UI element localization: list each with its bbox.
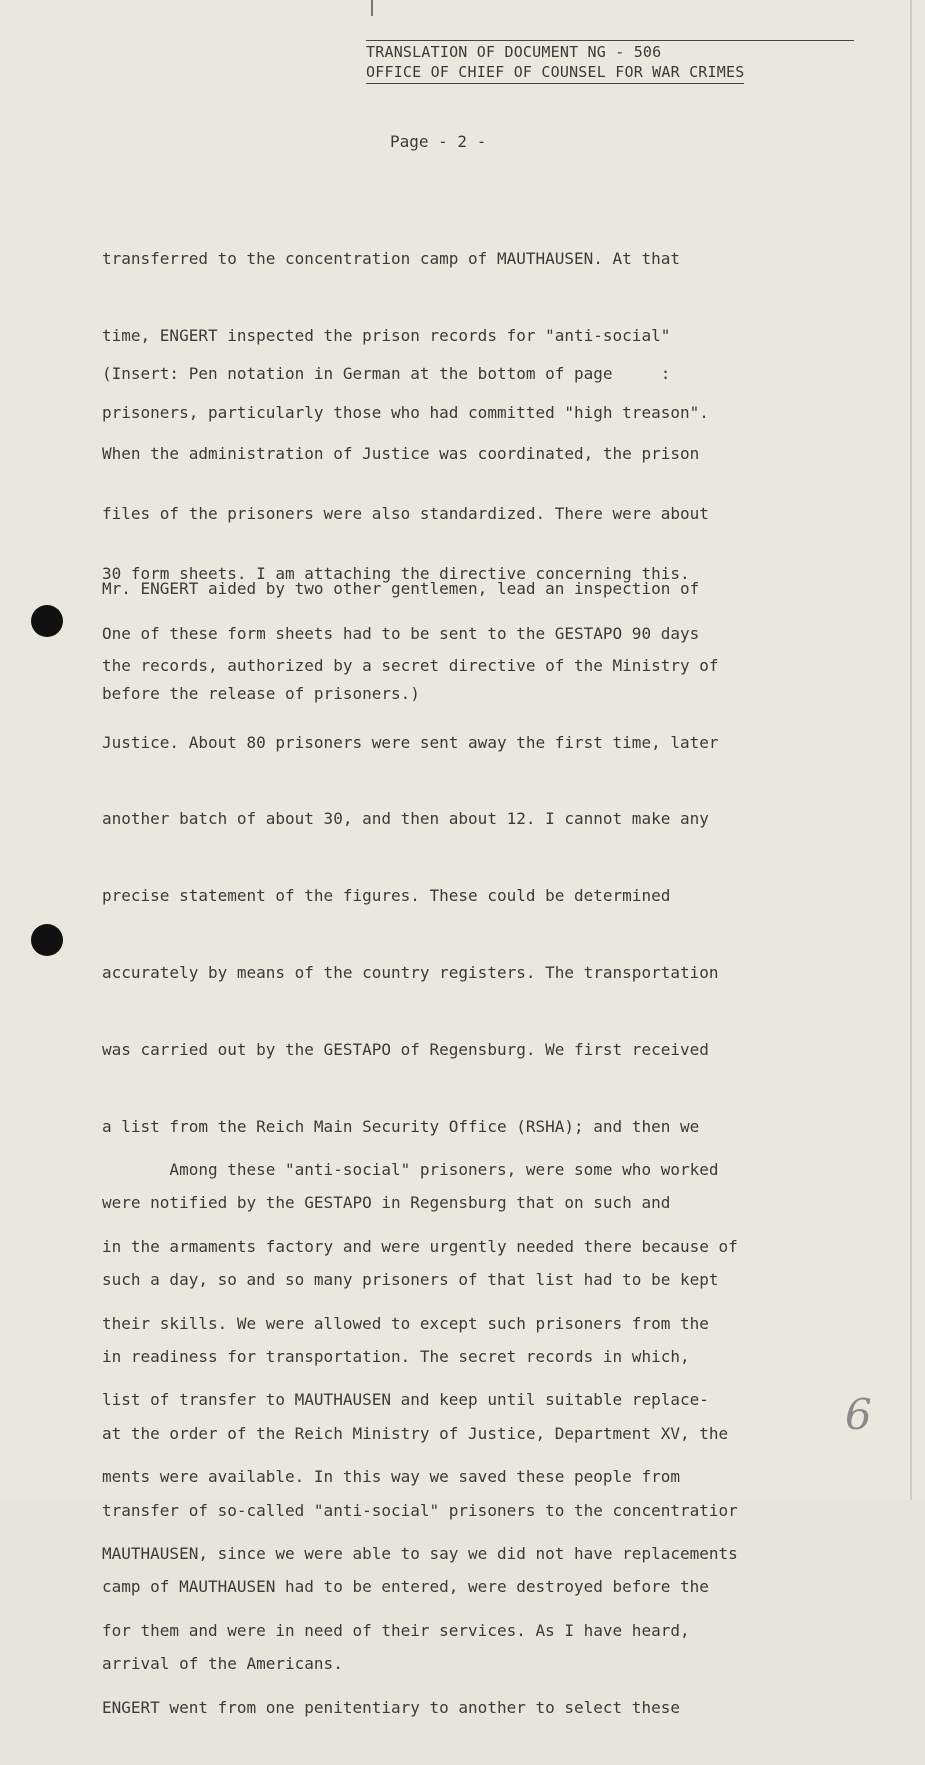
paragraph-3	[102, 1113, 872, 1765]
text-line: One of these form sheets had to be sent to the GESTAPO 90 days	[102, 624, 700, 643]
text-line: accurately by means of the country registers. The transportation	[102, 962, 719, 982]
insert-heading: (Insert: Pen notation in German at the bottom of page :	[102, 364, 671, 383]
pencil-page-mark: 6	[845, 1390, 872, 1439]
document-header	[366, 40, 856, 84]
text-line: was carried out by the GESTAPO of Regensburg. We first received	[102, 1039, 709, 1059]
page-edge-shadow	[910, 0, 912, 1500]
page-number: Page - 2 -	[390, 132, 487, 151]
text-line: at the order of the Reich Ministry of Justice, Department XV, the	[102, 1423, 729, 1443]
text-line: transferred to the concentration camp of MAUTHAUSEN. At that	[102, 249, 680, 268]
text-line: Justice. About 80 prisoners were sent away the first time, later	[102, 732, 719, 752]
text-line: time, ENGERT inspected the prison records for "anti-social"	[102, 325, 671, 345]
text-line: their skills. We were allowed to except such prisoners from the	[102, 1313, 709, 1333]
text-line: camp of MAUTHAUSEN had to be entered, were destroyed before the	[102, 1577, 709, 1597]
header-line-1: TRANSLATION OF DOCUMENT NG - 506	[366, 43, 662, 61]
text-line: the records, authorized by a secret directive of the Ministry of	[102, 655, 719, 675]
text-line: ments were available. In this way we saved these people from	[102, 1467, 680, 1487]
text-line: 30 form sheets. I am attaching the directive concerning this.	[102, 564, 690, 583]
top-edge-mark	[371, 0, 373, 16]
punch-hole	[31, 924, 63, 956]
text-line: another batch of about 30, and then about 12. I cannot make any	[102, 809, 709, 829]
text-line: MAUTHAUSEN, since we were able to say we did not have replacements	[102, 1543, 738, 1563]
text-line: for them and were in need of their services. As I have heard,	[102, 1620, 690, 1640]
header-top-rule	[366, 40, 854, 41]
text-line: before the release of prisoners.)	[102, 684, 420, 703]
text-line: prisoners, particularly those who had committed "high treason".	[102, 402, 709, 422]
punch-hole	[31, 605, 63, 637]
header-line-2: OFFICE OF CHIEF OF COUNSEL FOR WAR CRIMES	[366, 62, 744, 84]
text-line: in readiness for transportation. The secret records in which,	[102, 1346, 690, 1366]
text-line: files of the prisoners were also standardized. There were about	[102, 504, 709, 523]
text-line: list of transfer to MAUTHAUSEN and keep until suitable replace-	[102, 1390, 709, 1410]
text-line: precise statement of the figures. These could be determined	[102, 886, 671, 906]
text-line: Mr. ENGERT aided by two other gentlemen, lead an inspection of	[102, 579, 700, 598]
text-line: a list from the Reich Main Security Office (RSHA); and then we	[102, 1116, 700, 1136]
text-line: Among these "anti-social" prisoners, were some who worked	[102, 1160, 719, 1179]
text-line: transfer of so-called "anti-social" prisoners to the concentratior	[102, 1500, 738, 1520]
text-line: When the administration of Justice was coordinated, the prison	[102, 444, 700, 463]
text-line: such a day, so and so many prisoners of that list had to be kept	[102, 1270, 719, 1290]
text-line: arrival of the Americans.	[102, 1654, 343, 1674]
text-line: in the armaments factory and were urgently needed there because of	[102, 1236, 738, 1256]
text-line: were notified by the GESTAPO in Regensburg that on such and	[102, 1193, 671, 1213]
text-line: ENGERT went from one penitentiary to another to select these	[102, 1697, 680, 1717]
